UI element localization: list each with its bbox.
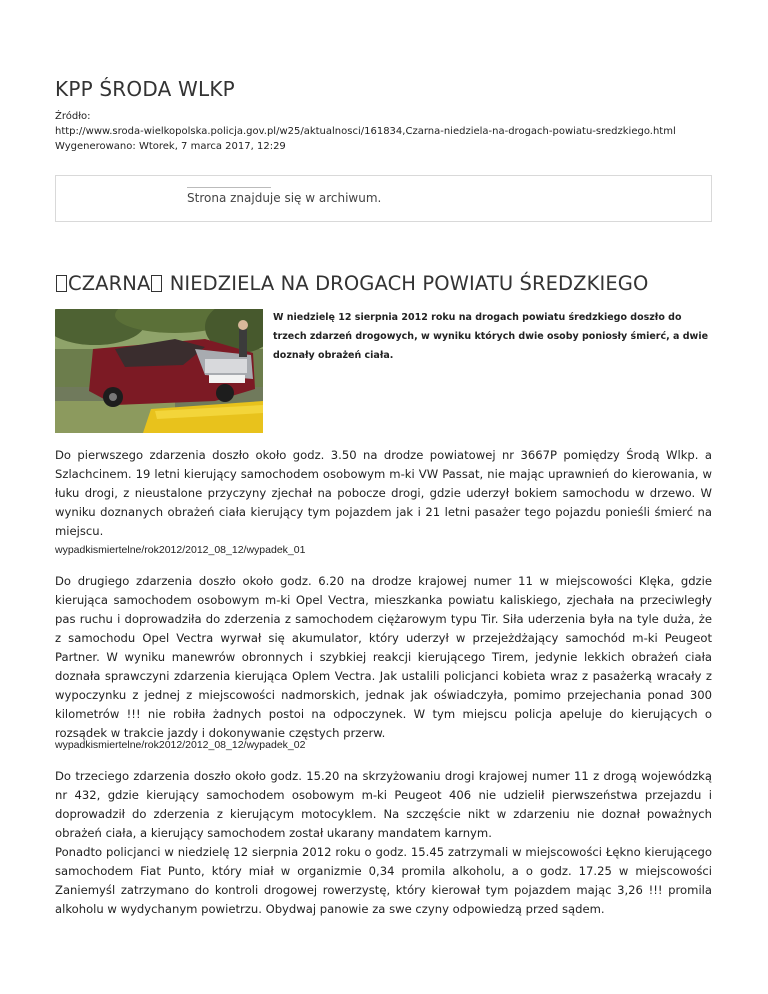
image-tag: wypadkismiertelne/rok2012/2012_08_12/wypadek_01	[55, 544, 306, 556]
article-paragraph: Ponadto policjanci w niedzielę 12 sierpnia 2012 roku o godz. 15.45 zatrzymali w miejscowości Łękno kierującego samochodem Fiat Punto, który miał w organizmie 0,34 promila alkoholu, a o godz. 17.25 w miejscowości Zaniemyśl zatrzymano do kontroli drogowej rowerzystę, który kierował tym pojazdem mając 3,26 !!! promila alkoholu w wydychanym powietrzu. Obydwaj panowie za swe czyny odpowiedzą przed sądem.	[55, 844, 712, 916]
article-title-main: CZARNA	[68, 272, 151, 296]
article-title-rest: NIEDZIELA NA DROGACH POWIATU ŚREDZKIEGO	[163, 272, 649, 296]
source-label: Źródło:	[55, 111, 91, 122]
article-title	[55, 272, 648, 295]
crashed-car-photo	[55, 309, 263, 433]
source-meta	[55, 109, 676, 154]
article-photo	[55, 309, 263, 433]
archive-divider	[187, 187, 271, 188]
missing-glyph-icon	[151, 275, 162, 292]
generated-date: Wygenerowano: Wtorek, 7 marca 2017, 12:29	[55, 141, 286, 152]
missing-glyph-icon	[56, 275, 67, 292]
archive-notice-box	[55, 175, 712, 222]
article-paragraph: Do drugiego zdarzenia doszło około godz. 6.20 na drodze krajowej numer 11 w miejscowości Klęka, gdzie kierująca samochodem osobowym m-ki Opel Vectra, mieszkanka powiatu kaliskiego, zjechała na przeciwległy pas ruchu i doprowadziła do zderzenia z samochodem ciężarowym typu Tir. Siła uderzenia była na tyle duża, że z samochodu Opel Vectra wyrwał się akumulator, który uderzył w przejeżdżający samochód m-ki Peugeot Partner. W wyniku manewrów obronnych i szybkiej reakcji kierującego Tirem, jedynie lekkich obrażeń ciała doznała sprawczyni zdarzenia kierująca Oplem Vectra. Jak ustalili policjanci kobieta wraz z pasażerką wracały z wypoczynku z jednej z miejscowości nadmorskich, jednak jak oświadczyła, pomimo przejechania ponad 300 kilometrów !!! nie robiła żadnych postoi na odpoczynek. W tym miejscu policja apeluje do kierujących o rozsądek w trakcie jazdy i dokonywanie częstych przerw.	[55, 573, 712, 740]
image-tag: wypadkismiertelne/rok2012/2012_08_12/wypadek_02	[55, 739, 306, 751]
archive-notice: Strona znajduje się w archiwum.	[187, 191, 382, 205]
article-paragraph: Do trzeciego zdarzenia doszło około godz. 15.20 na skrzyżowaniu drogi krajowej numer 11 z drogą wojewódzką nr 432, gdzie kierujący samochodem osobowym m-ki Peugeot 406 nie udzielił pierwszeństwa przejazdu i doprowadził do zderzenia z kierującym motocyklem. Na szczęście nikt w zdarzeniu nie doznał poważnych obrażeń ciała, a kierujący samochodem został ukarany mandatem karnym.	[55, 768, 712, 840]
article-lead: W niedzielę 12 sierpnia 2012 roku na drogach powiatu średzkiego doszło do trzech zdarzeń drogowych, w wyniku których dwie osoby poniosły śmierć, a dwie doznały obrażeń ciała.	[273, 312, 709, 361]
site-title: KPP ŚRODA WLKP	[55, 77, 235, 102]
article-paragraph: Do pierwszego zdarzenia doszło około godz. 3.50 na drodze powiatowej nr 3667P pomiędzy Środą Wlkp. a Szlachcinem. 19 letni kierujący samochodem osobowym m-ki VW Passat, nie mając uprawnień do kierowania, w łuku drogi, z nieustalone przyczyny zjechał na pobocze drogi, gdzie uderzył bokiem samochodu w drzewo. W wyniku doznanych obrażeń ciała kierujący tym pojazdem jak i 21 letni pasażer tego pojazdu ponieśli śmierć na miejscu.	[55, 447, 712, 538]
source-url: http://www.sroda-wielkopolska.policja.gov.pl/w25/aktualnosci/161834,Czarna-niedziela-na-drogach-powiatu-sredzkiego.html	[55, 126, 676, 137]
